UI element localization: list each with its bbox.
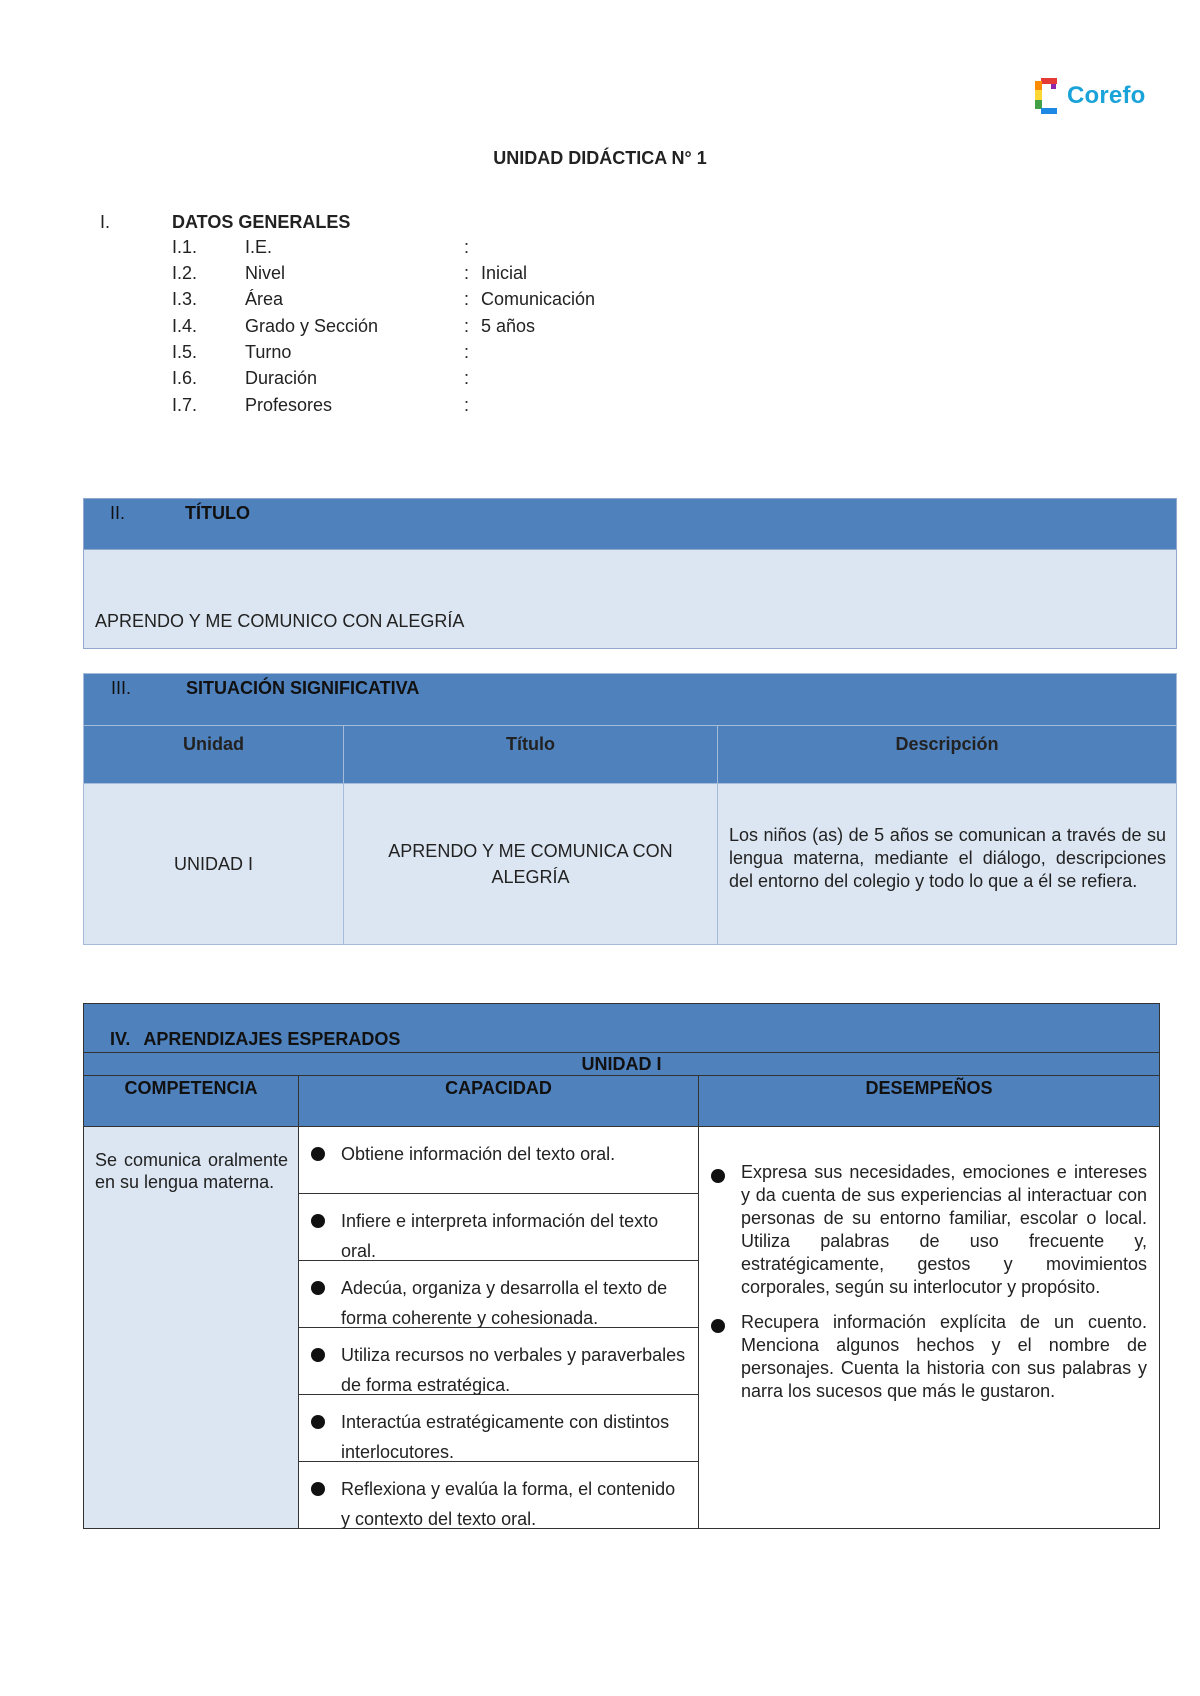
capacidad-text: Obtiene información del texto oral. [341, 1144, 616, 1164]
row-label: Profesores [245, 395, 333, 415]
capacidad-item [299, 1194, 698, 1261]
unit-label: UNIDAD I [84, 1053, 1160, 1076]
bullet-icon [311, 1147, 325, 1161]
bullet-icon [311, 1482, 325, 1496]
row-number: I.2. [172, 263, 198, 283]
section4-number: IV. [110, 1029, 131, 1049]
row-label: Duración [245, 368, 318, 388]
bullet-icon [711, 1319, 725, 1333]
row-colon: : [464, 237, 470, 257]
row-label: I.E. [245, 237, 273, 257]
desempeno-text: Expresa sus necesidades, emociones e intereses y da cuenta de sus experiencias al interactuar con personas de su entorno familiar, escolar o local. Utiliza palabras de uso frecuente y, estratégicamente, gestos y movimientos corporales, según su interlocutor y propósito. [741, 1162, 1147, 1297]
situacion-table [83, 673, 1177, 945]
section3-title: SITUACIÓN SIGNIFICATIVA [186, 678, 420, 698]
row-colon: : [464, 395, 470, 415]
capacidad-text: Adecúa, organiza y desarrolla el texto de forma coherente y cohesionada. [341, 1278, 668, 1328]
row-number: I.3. [172, 289, 198, 309]
col-header-titulo: Título [344, 726, 718, 784]
aprendizajes-header [84, 1004, 1160, 1053]
col-header-unidad: Unidad [84, 726, 344, 784]
cell-unidad: UNIDAD I [84, 784, 344, 945]
row-value: 5 años [481, 316, 536, 336]
bullet-icon [311, 1348, 325, 1362]
row-number: I.4. [172, 316, 198, 336]
titulo-table [83, 498, 1177, 649]
situacion-header [84, 674, 1177, 726]
capacidad-item [299, 1395, 698, 1462]
cell-competencia: Se comunica oralmente en su lengua materna. [84, 1127, 299, 1529]
section4-title: APRENDIZAJES ESPERADOS [143, 1029, 401, 1049]
col-header-descripcion: Descripción [718, 726, 1177, 784]
bullet-icon [311, 1281, 325, 1295]
row-colon: : [464, 316, 470, 336]
titulo-content: APRENDO Y ME COMUNICO CON ALEGRÍA [84, 550, 1177, 649]
col-header-competencia: COMPETENCIA [84, 1076, 299, 1127]
capacidad-item [299, 1462, 698, 1528]
row-colon: : [464, 289, 470, 309]
logo-text: Corefo [1067, 82, 1146, 109]
section2-number: II. [110, 503, 126, 523]
bullet-icon [311, 1214, 325, 1228]
capacidad-text: Reflexiona y evalúa la forma, el contenido y contexto del texto oral. [341, 1479, 676, 1529]
section2-title: TÍTULO [185, 503, 251, 523]
titulo-header [84, 499, 1177, 550]
capacidad-text: Interactúa estratégicamente con distintos interlocutores. [341, 1412, 670, 1462]
row-value: Comunicación [481, 289, 596, 309]
cell-titulo: APRENDO Y ME COMUNICA CON ALEGRÍA [344, 784, 718, 945]
document-title: UNIDAD DIDÁCTICA N° 1 [493, 148, 707, 168]
corefo-logo-icon [1035, 78, 1061, 114]
desempenos-cell [699, 1127, 1160, 1529]
row-label: Nivel [245, 263, 286, 283]
row-number: I.6. [172, 368, 198, 388]
corefo-logo [1035, 78, 1155, 114]
bullet-icon [711, 1169, 725, 1183]
capacidad-item [299, 1261, 698, 1328]
section1-title: DATOS GENERALES [172, 212, 351, 232]
cell-descripcion: Los niños (as) de 5 años se comunican a través de su lengua materna, mediante el diálogo, descripciones del entorno del colegio y todo lo que a él se refiera. [718, 784, 1177, 945]
row-value: Inicial [481, 263, 528, 283]
desempeno-item [711, 1311, 1147, 1403]
row-number: I.5. [172, 342, 198, 362]
capacidad-item [299, 1328, 698, 1395]
aprendizajes-table [83, 1003, 1160, 1529]
row-label: Área [245, 289, 284, 309]
row-label: Turno [245, 342, 292, 362]
row-colon: : [464, 263, 470, 283]
row-colon: : [464, 368, 470, 388]
row-colon: : [464, 342, 470, 362]
capacidad-text: Infiere e interpreta información del texto oral. [341, 1211, 659, 1261]
capacidad-item [299, 1127, 698, 1194]
capacidades-cell [299, 1127, 699, 1529]
section1-number: I. [100, 212, 111, 232]
capacidad-text: Utiliza recursos no verbales y paraverbales de forma estratégica. [341, 1345, 686, 1395]
row-label: Grado y Sección [245, 316, 379, 336]
col-header-desempenos: DESEMPEÑOS [699, 1076, 1160, 1127]
desempeno-text: Recupera información explícita de un cuento. Menciona algunos hechos y el nombre de personajes. Cuenta la historia con sus palabras y narra los sucesos que más le gustaron. [741, 1312, 1147, 1401]
row-number: I.1. [172, 237, 198, 257]
section3-number: III. [111, 678, 132, 698]
bullet-icon [311, 1415, 325, 1429]
desempeno-item [711, 1161, 1147, 1299]
row-number: I.7. [172, 395, 198, 415]
col-header-capacidad: CAPACIDAD [299, 1076, 699, 1127]
